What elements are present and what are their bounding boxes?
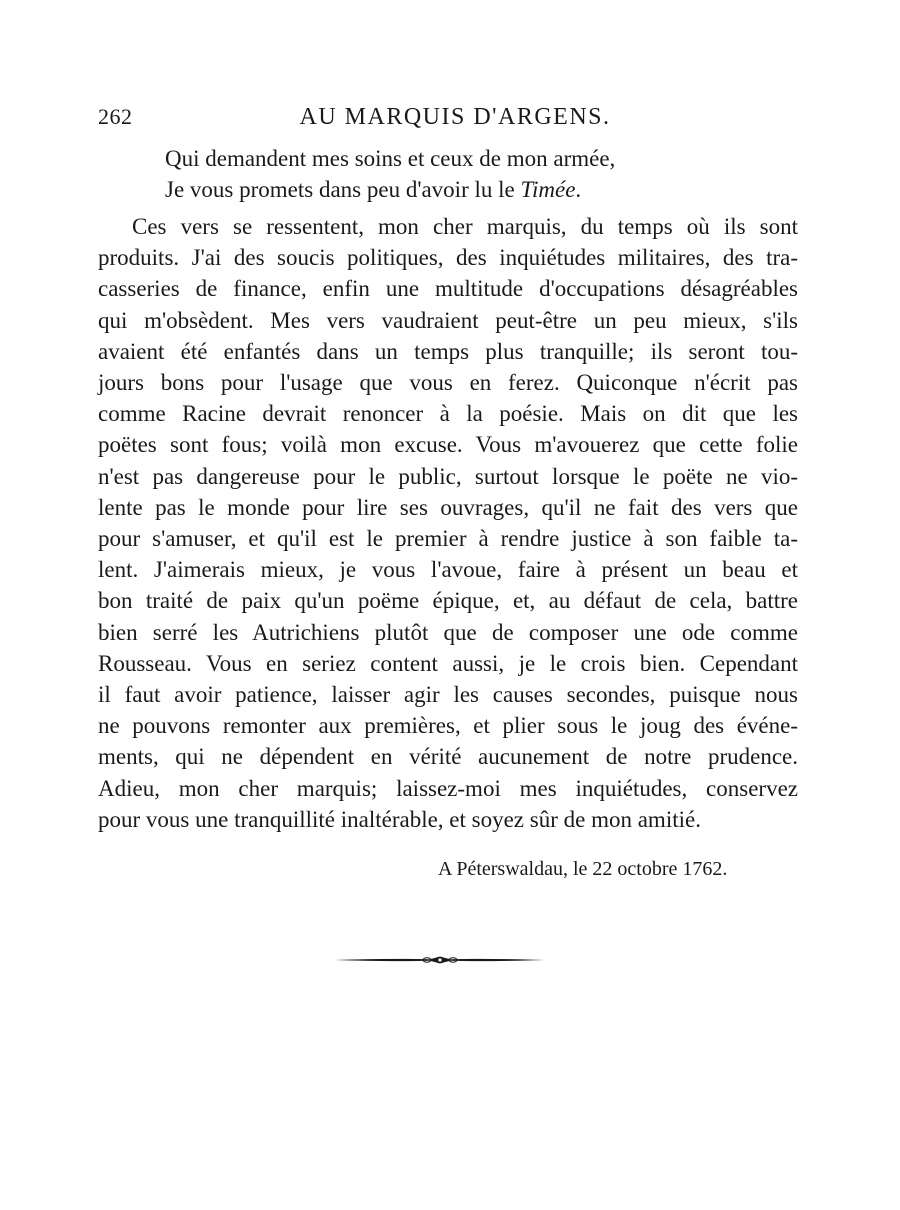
paragraph-line: produits. J'ai des soucis politiques, des inquiétudes militaires, des tra- (98, 245, 798, 271)
place-date-signature: A Péterswaldau, le 22 octobre 1762. (438, 858, 728, 880)
running-head: AU MARQUIS D'ARGENS. (299, 104, 611, 130)
verse-line-2-suffix: . (575, 177, 582, 202)
paragraph-line: jours bons pour l'usage que vous en ferez. Quiconque n'écrit pas (98, 370, 798, 396)
paragraph-line: pour vous une tranquillité inaltérable, et soyez sûr de mon amitié. (98, 806, 701, 832)
paragraph-line: ne pouvons remonter aux premières, et plier sous le joug des événe- (98, 713, 798, 739)
paragraph-line: pour s'amuser, et qu'il est le premier à rendre justice à son faible ta- (98, 526, 798, 552)
paragraph-line: Ces vers se ressentent, mon cher marquis, du temps où ils sont (132, 214, 798, 239)
paragraph-line: n'est pas dangereuse pour le public, surtout lorsque le poëte ne vio- (98, 463, 798, 489)
paragraph-line: comme Racine devrait renoncer à la poésie. Mais on dit que les (98, 401, 798, 427)
page-number: 262 (98, 104, 133, 129)
paragraph-line: bon traité de paix qu'un poëme épique, et, au défaut de cela, battre (98, 588, 798, 614)
verse-line-1: Qui demandent mes soins et ceux de mon armée, (165, 146, 616, 171)
paragraph-line: lent. J'aimerais mieux, je vous l'avoue, faire à présent un beau et (98, 557, 798, 583)
verse-line-2-prefix: Je vous promets dans peu d'avoir lu le (165, 177, 521, 202)
paragraph-line: lente pas le monde pour lire ses ouvrages, qu'il ne fait des vers que (98, 494, 798, 520)
verse-block (165, 143, 615, 205)
paragraph-line: il faut avoir patience, laisser agir les causes secondes, puisque nous (98, 682, 798, 708)
paragraph-line: bien serré les Autrichiens plutôt que de composer une ode comme (98, 619, 798, 645)
paragraph-line: poëtes sont fous; voilà mon excuse. Vous m'avouerez que cette folie (98, 432, 798, 458)
paragraph-line: avaient été enfantés dans un temps plus tranquille; ils seront tou- (98, 338, 798, 364)
ornamental-rule-icon (335, 952, 545, 968)
verse-line-2 (165, 174, 615, 205)
paragraph-line: ments, qui ne dépendent en vérité aucunement de notre prudence. (98, 744, 798, 770)
body-paragraph (98, 211, 798, 835)
paragraph-line: qui m'obsèdent. Mes vers vaudraient peut-être un peu mieux, s'ils (98, 307, 798, 333)
paragraph-line: Adieu, mon cher marquis; laissez-moi mes inquiétudes, conservez (98, 775, 798, 801)
paragraph-line: Rousseau. Vous en seriez content aussi, je le crois bien. Cependant (98, 650, 798, 676)
verse-title-italic: Timée (520, 177, 576, 202)
paragraph-line: casseries de finance, enfin une multitude d'occupations désagréables (98, 276, 798, 302)
